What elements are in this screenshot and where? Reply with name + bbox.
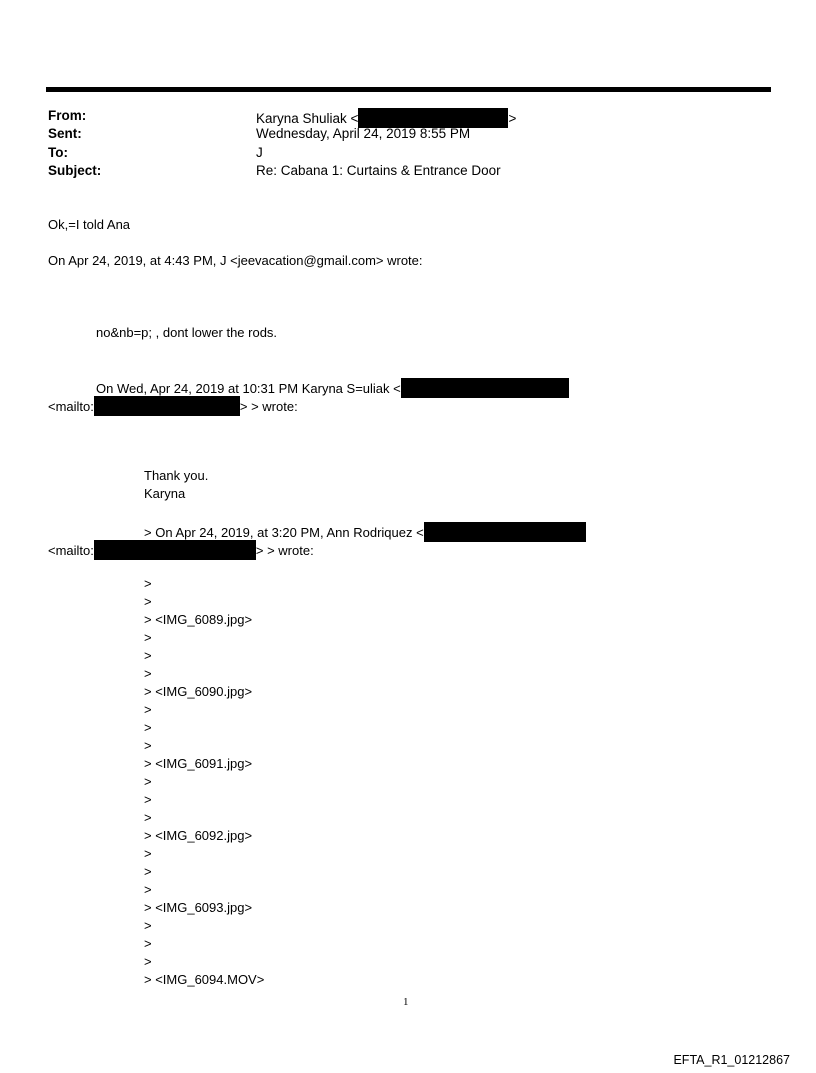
redaction-box	[94, 540, 256, 560]
quote2-text-thanks: Thank you.	[144, 468, 209, 483]
quoted-line: >	[144, 792, 152, 807]
subject-value: Re: Cabana 1: Curtains & Entrance Door	[256, 163, 501, 178]
reply-line: Ok,=I told Ana	[48, 217, 131, 232]
from-value	[256, 108, 516, 128]
quote3-header-text: > On Apr 24, 2019, at 3:20 PM, Ann Rodriquez <	[144, 525, 424, 540]
quoted-line: >	[144, 954, 152, 969]
quoted-line: >	[144, 846, 152, 861]
quoted-line: >	[144, 774, 152, 789]
sent-label: Sent:	[48, 126, 82, 141]
from-label: From:	[48, 108, 87, 123]
mailto-prefix: <mailto:	[48, 543, 94, 558]
quote2-header-text: On Wed, Apr 24, 2019 at 10:31 PM Karyna S=uliak <	[96, 381, 401, 396]
wrote-suffix: > > wrote:	[239, 399, 298, 414]
redaction-box	[94, 396, 240, 416]
quoted-attachment-line: > <IMG_6089.jpg>	[144, 612, 253, 627]
quoted-line: >	[144, 810, 152, 825]
quoted-line: >	[144, 630, 152, 645]
quoted-line: >	[144, 594, 152, 609]
quote2-text-signature: Karyna	[144, 486, 186, 501]
header-rule	[46, 87, 771, 92]
sent-value: Wednesday, April 24, 2019 8:55 PM	[256, 126, 471, 141]
quoted-line: >	[144, 702, 152, 717]
mailto-prefix: <mailto:	[48, 399, 94, 414]
quote3-header-line2	[48, 540, 314, 560]
wrote-suffix: > > wrote:	[255, 543, 314, 558]
quote2-header-line2	[48, 396, 298, 416]
subject-label: Subject:	[48, 163, 102, 178]
quoted-line: >	[144, 864, 152, 879]
quoted-attachment-line: > <IMG_6092.jpg>	[144, 828, 253, 843]
quoted-attachment-line: > <IMG_6090.jpg>	[144, 684, 253, 699]
to-label: To:	[48, 145, 68, 160]
to-value: J	[256, 145, 263, 160]
redaction-box	[358, 108, 508, 128]
quote1-header: On Apr 24, 2019, at 4:43 PM, J <jeevacation@gmail.com> wrote:	[48, 253, 423, 268]
quote3-header-line1	[144, 522, 586, 542]
quoted-attachment-line: > <IMG_6093.jpg>	[144, 900, 253, 915]
quoted-line: >	[144, 648, 152, 663]
quoted-attachment-line: > <IMG_6094.MOV>	[144, 972, 265, 987]
redaction-box	[401, 378, 569, 398]
from-name: Karyna Shuliak <	[256, 111, 359, 126]
quote2-header-line1	[96, 378, 569, 398]
quote1-text: no&nb=p; , dont lower the rods.	[96, 325, 278, 340]
bates-number: EFTA_R1_01212867	[673, 1053, 790, 1067]
quoted-line: >	[144, 720, 152, 735]
from-close: >	[508, 111, 517, 126]
page-number: 1	[403, 996, 409, 1008]
quoted-line: >	[144, 666, 152, 681]
quoted-line: >	[144, 882, 152, 897]
quoted-attachment-line: > <IMG_6091.jpg>	[144, 756, 253, 771]
quoted-line: >	[144, 918, 152, 933]
quoted-line: >	[144, 936, 152, 951]
redaction-box	[424, 522, 586, 542]
quoted-line: >	[144, 576, 152, 591]
quoted-line: >	[144, 738, 152, 753]
